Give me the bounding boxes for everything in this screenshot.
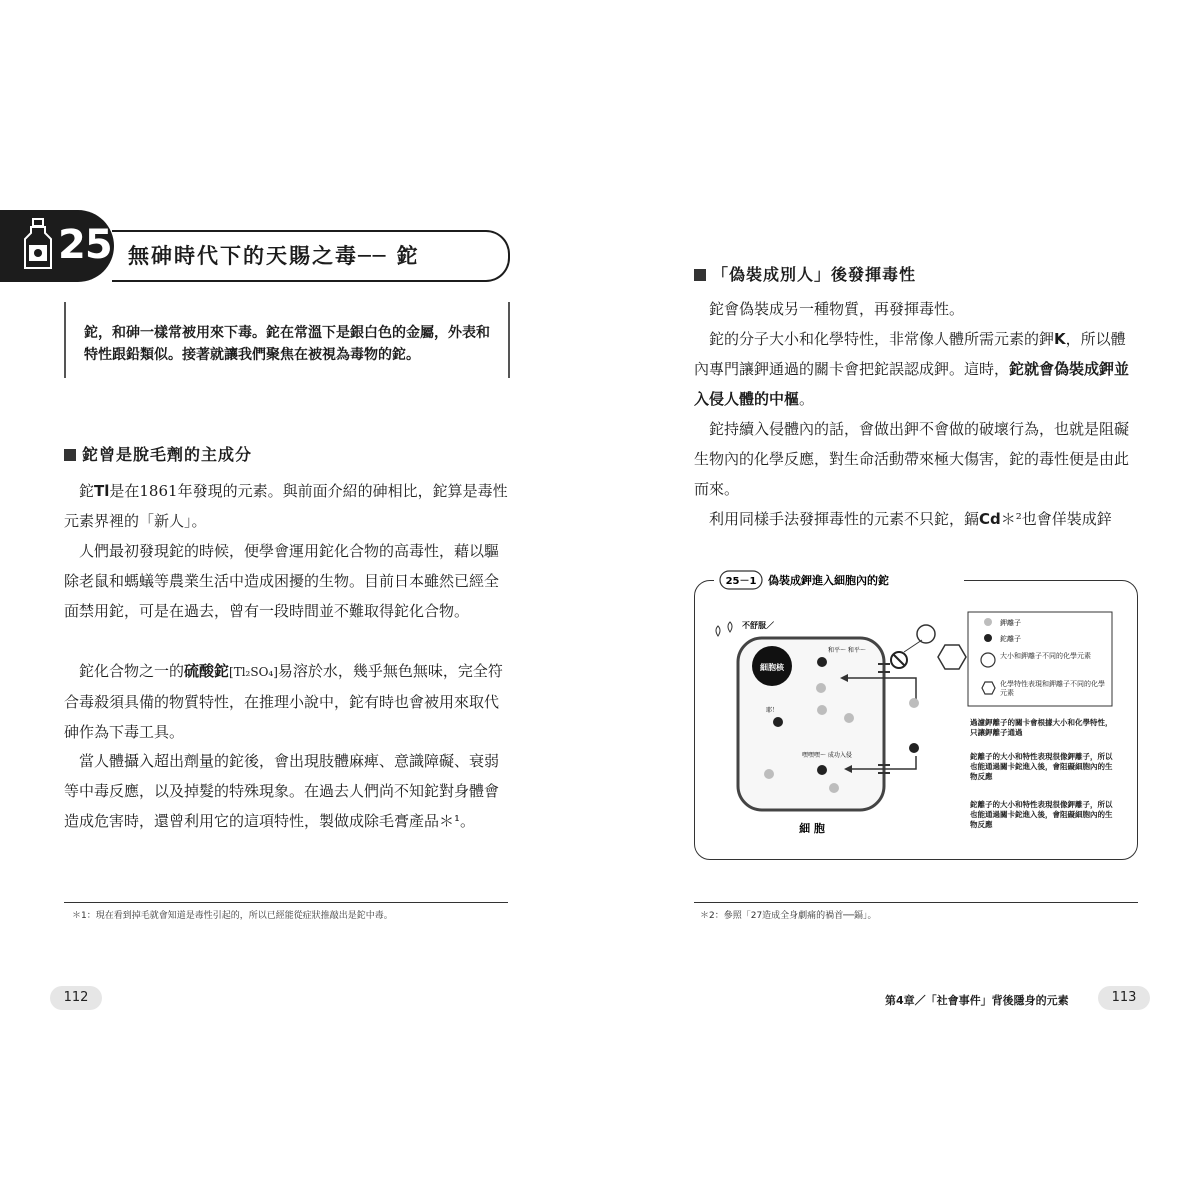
legend-item-1: 鉀離子 — [1000, 619, 1021, 627]
legend-item-3: 大小和鉀離子不同的化學元素 — [1000, 652, 1091, 660]
section-heading-text: 鉈曾是脫毛劑的主成分 — [82, 445, 253, 464]
bubble-success: 嘿嘿嘿～ 成功入侵 — [802, 752, 852, 759]
cell-label: 細 胞 — [799, 822, 825, 835]
footnote-rule — [64, 902, 508, 903]
paragraph-r2: 鉈的分子大小和化學特性，非常像人體所需元素的鉀K，所以體內專門讓鉀通過的關卡會把鉈誤認成鉀。這時，鉈就會偽裝成鉀並入侵人體的中樞。 — [694, 330, 1130, 408]
page-number-left: 112 — [50, 986, 102, 1010]
section-heading-text: 「偽裝成別人」後發揮毒性 — [712, 265, 917, 284]
bold-sentence: 鉈就會偽裝成鉀並入侵人體的中樞 — [694, 360, 1130, 408]
legend-item-4: 化學特性表現和鉀離子不同的化學元素 — [1000, 680, 1105, 697]
potassium-ion — [817, 705, 827, 715]
heading-square-icon — [694, 269, 706, 281]
thallium-ion — [773, 717, 783, 727]
element-symbol: K — [1054, 330, 1066, 348]
paragraph-r3: 鉈持續入侵體內的話，會做出鉀不會做的破壞行為，也就是阻礙生物內的化學反應，對生命活動帶來極大傷害，鉈的毒性便是由此而來。 — [694, 420, 1130, 498]
bubble-peace: 和平～ 和平～ — [828, 647, 866, 654]
legend-circle-icon — [981, 653, 995, 667]
thallium-ion — [909, 743, 919, 753]
legend-potassium-icon — [984, 618, 992, 626]
footnote-rule-right — [694, 902, 1138, 903]
other-element-hexagon-icon — [938, 645, 966, 669]
figure-diagram — [694, 560, 1140, 860]
nucleus-label: 細胞核 — [760, 663, 784, 672]
section-heading — [64, 442, 252, 465]
chapter-title: 無砷時代下的天賜之毒── 鉈 — [128, 244, 420, 268]
figure-title: 偽裝成鉀進入細胞內的鉈 — [768, 574, 889, 587]
chapter-footer: 第4章／「社會事件」背後隱身的元素 — [885, 994, 1069, 1007]
thallium-ion — [817, 657, 827, 667]
legend-thallium-icon — [984, 634, 992, 642]
footnote-1: ＊1：現在看到掉毛就會知道是毒性引起的，所以已經能從症狀推敲出是鉈中毒。 — [72, 911, 393, 921]
legend-item-2: 鉈離子 — [1000, 635, 1021, 643]
sweat-drop-icon — [716, 626, 720, 636]
note-disguise-2: 鉈離子的大小和特性表現很像鉀離子，所以也能通過關卡鉈進入後，會阻礙細胞內的生物反應 — [970, 800, 1113, 829]
chemical-formula: [Tl₂SO₄] — [229, 665, 278, 679]
paragraph-r1: 鉈會偽裝成另一種物質，再發揮毒性。 — [709, 300, 965, 318]
potassium-ion — [816, 683, 826, 693]
paragraph-1: 鉈Tl是在1861年發現的元素。與前面介紹的砷相比，鉈算是毒性元素界裡的「新人」。 — [64, 482, 508, 530]
potassium-ion — [829, 783, 839, 793]
bubble-uncomfortable: 不舒服／ — [742, 621, 774, 630]
section-heading-right — [694, 262, 916, 285]
page-number-right: 113 — [1098, 986, 1150, 1010]
footnote-2: ＊2：參照「27造成全身劇痛的禍首──鎘」。 — [700, 911, 877, 921]
paragraph-2: 人們最初發現鉈的時候，便學會運用鉈化合物的高毒性，藉以驅除老鼠和螞蟻等農業生活中造成困擾的生物。目前日本雖然已經全面禁用鉈，可是在過去，曾有一段時間並不難取得鉈化合物。 — [64, 542, 500, 620]
legend-hexagon-icon — [982, 682, 995, 694]
note-disguise-1: 鉈離子的大小和特性表現很像鉀離子，所以也能通過關卡鉈進入後，會阻礙細胞內的生物反應 — [970, 752, 1113, 781]
intro-text: 鉈，和砷一樣常被用來下毒。鉈在常溫下是銀白色的金屬，外表和特性跟鉛類似。接著就讓我們聚焦在被視為毒物的鉈。 — [84, 325, 490, 363]
paragraph-4: 當人體攝入超出劑量的鉈後，會出現肢體麻痺、意識障礙、衰弱等中毒反應，以及掉髮的特殊現象。在過去人們尚不知鉈對身體會造成危害時，還曾利用它的這項特性，製做成除毛膏產品＊¹。 — [64, 752, 500, 830]
figure-label: 25－1 — [725, 576, 757, 587]
paragraph-r4: 利用同樣手法發揮毒性的元素不只鉈，鎘Cd＊²也會佯裝成鋅 — [709, 510, 1112, 528]
thallium-ion — [817, 765, 827, 775]
chapter-number: 25 — [58, 222, 112, 268]
element-symbol: Tl — [94, 482, 110, 500]
heading-square-icon — [64, 449, 76, 461]
note-filter: 過濾鉀離子的關卡會根據大小和化學特性，只讓鉀離子通過 — [970, 718, 1113, 737]
bold-term: 硫酸鉈 — [184, 662, 230, 680]
bubble-hey: 耶！ — [766, 707, 779, 714]
poison-bottle-icon — [22, 218, 54, 272]
potassium-ion — [844, 713, 854, 723]
reject-line — [904, 640, 922, 652]
potassium-ion — [909, 698, 919, 708]
sweat-drop-icon — [728, 622, 732, 632]
blocked-icon — [891, 652, 907, 668]
element-symbol: Cd — [979, 510, 1001, 528]
paragraph-3: 鉈化合物之一的硫酸鉈[Tl₂SO₄]易溶於水，幾乎無色無味，完全符合毒殺須具備的物質特性，在推理小說中，鉈有時也會被用來取代砷作為下毒工具。 — [64, 662, 503, 741]
potassium-ion — [764, 769, 774, 779]
other-element-circle-icon — [917, 625, 935, 643]
